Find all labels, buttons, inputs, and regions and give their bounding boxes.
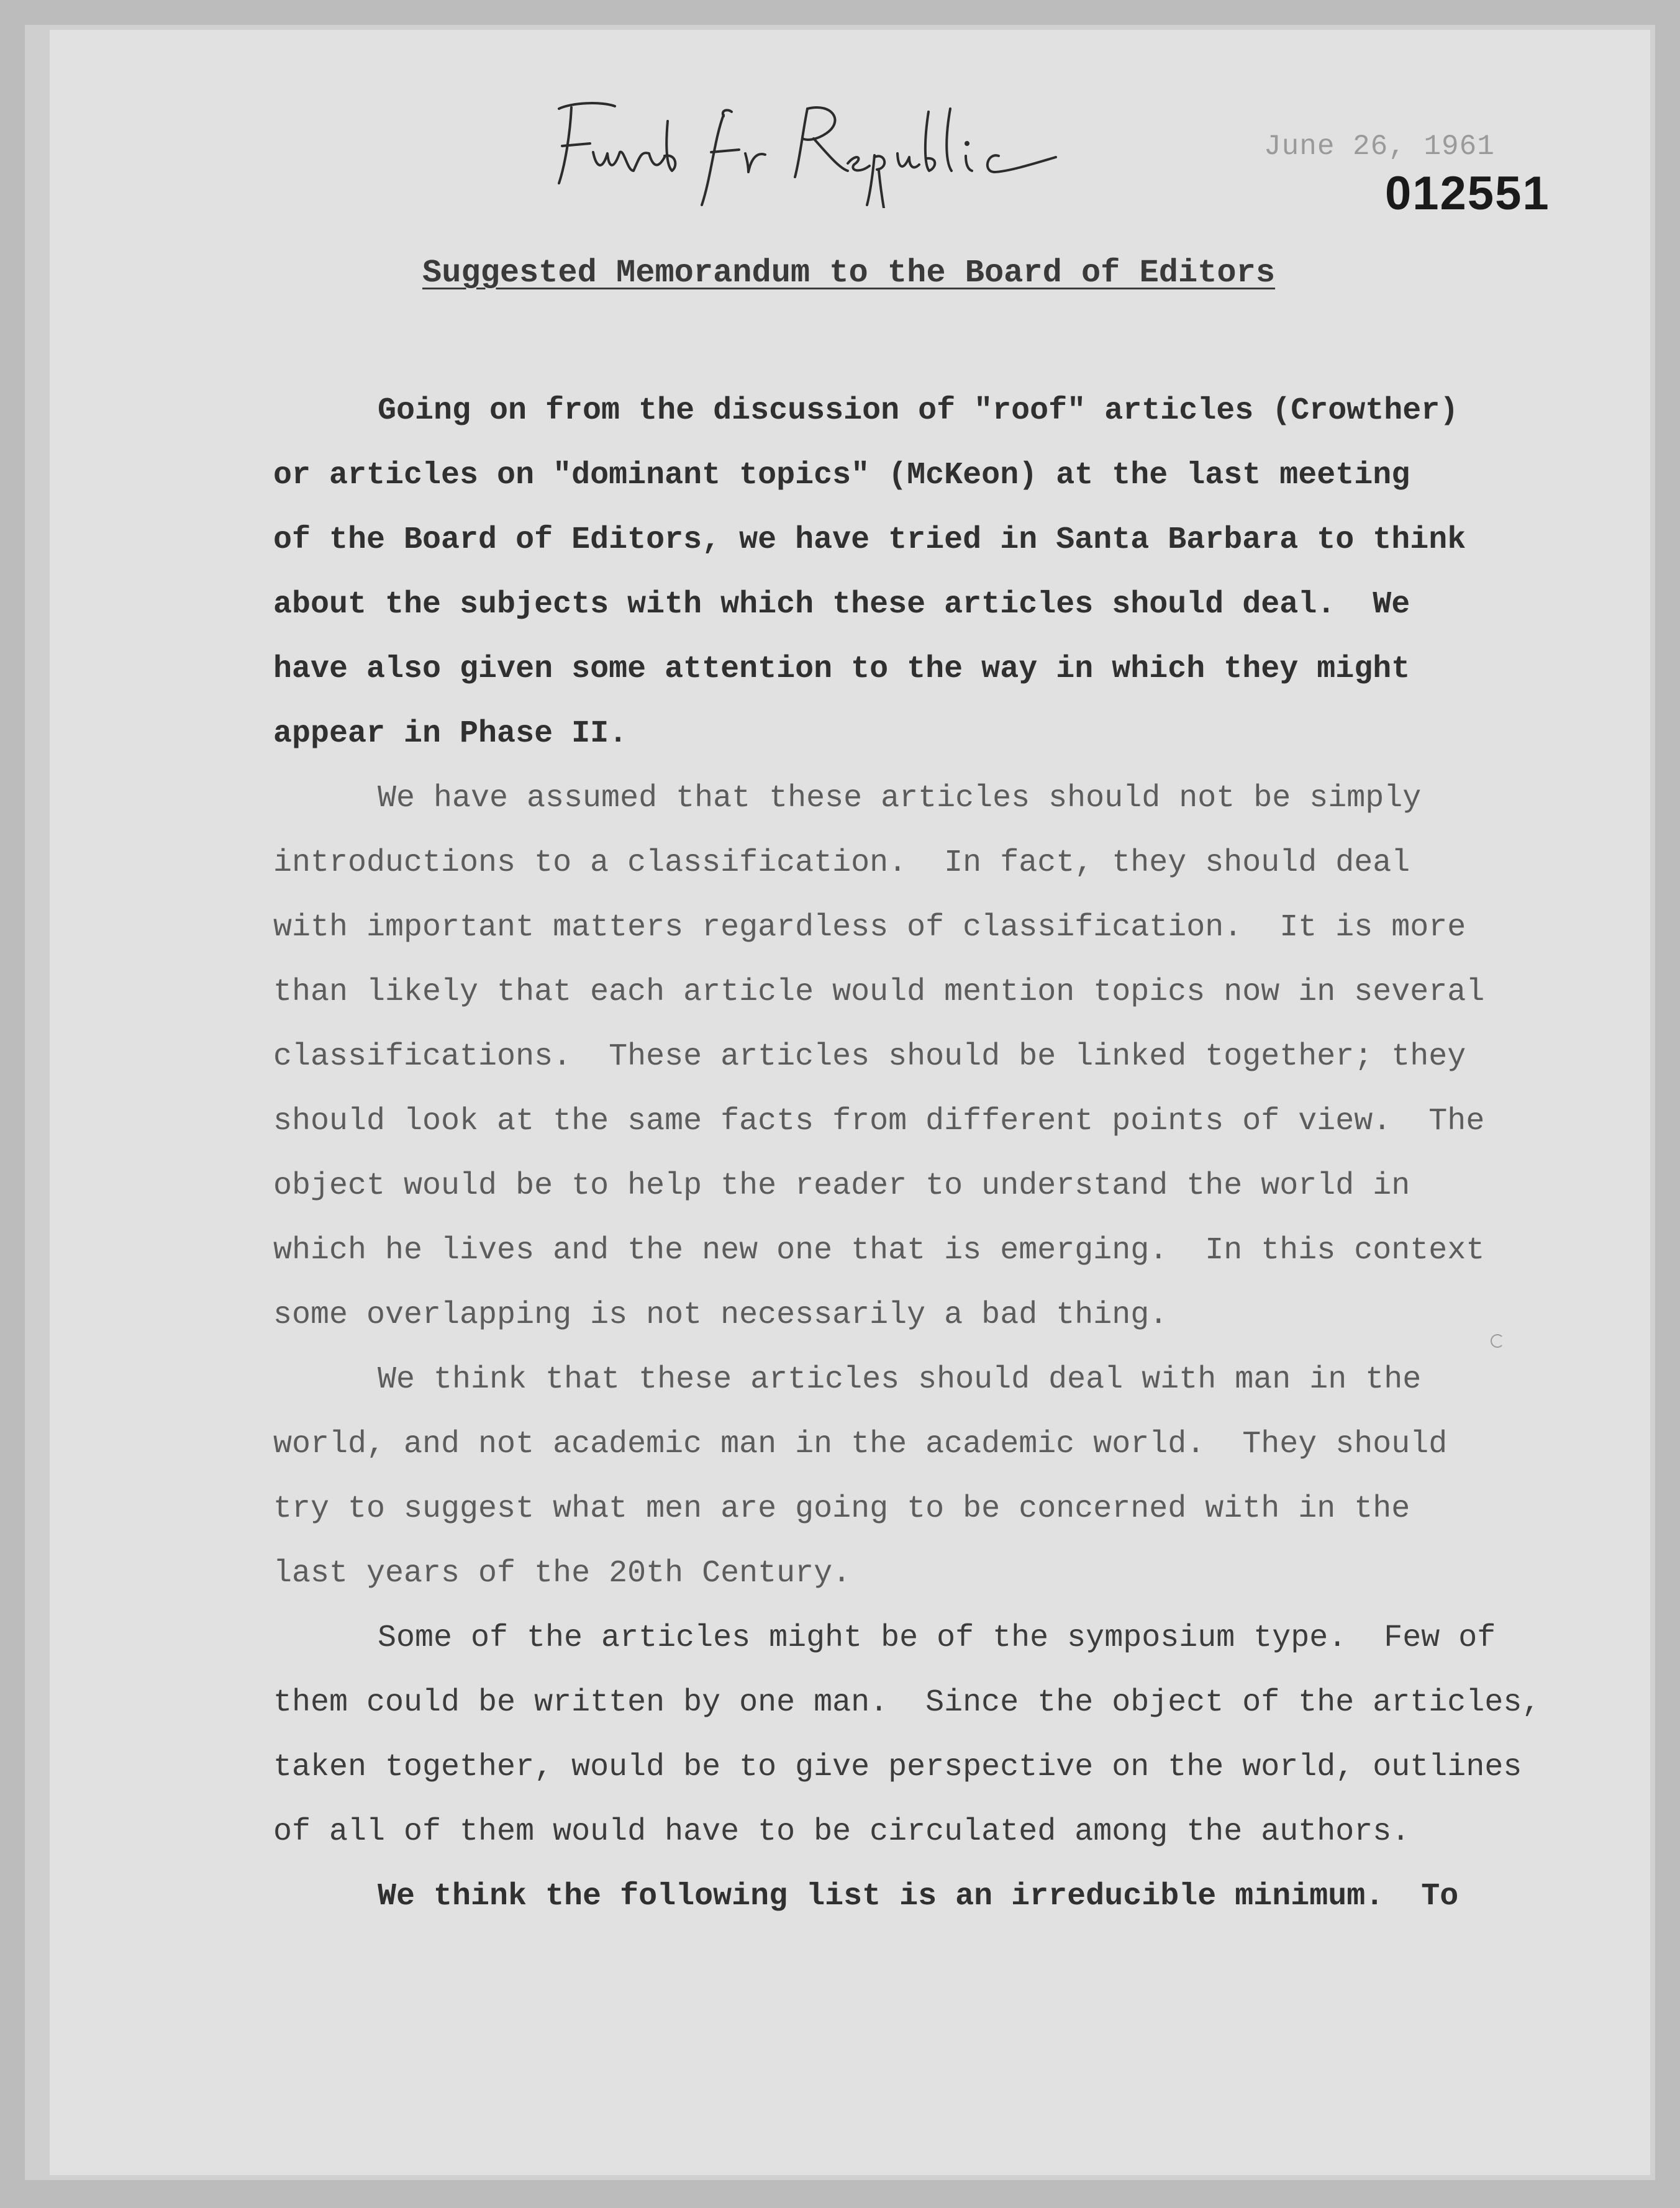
- memo-body: [273, 379, 1627, 1929]
- paper-speck: [1491, 1334, 1504, 1348]
- text-line: object would be to help the reader to understand the world in: [273, 1168, 1410, 1204]
- text-line: Going on from the discussion of "roof" articles (Crowther): [378, 393, 1459, 429]
- paragraph-1: [273, 379, 1627, 766]
- text-line: than likely that each article would mention topics now in several: [273, 975, 1485, 1010]
- paragraph-4: [273, 1606, 1627, 1865]
- paragraph-5: [273, 1865, 1627, 1929]
- text-line: which he lives and the new one that is emerging. In this context: [273, 1233, 1485, 1268]
- memo-title: Suggested Memorandum to the Board of Editors: [422, 255, 1276, 291]
- text-line: Some of the articles might be of the symposium type. Few of: [378, 1620, 1496, 1656]
- text-line: classifications. These articles should be linked together; they: [273, 1039, 1466, 1074]
- text-line: about the subjects with which these articles should deal. We: [273, 587, 1410, 622]
- text-line: last years of the 20th Century.: [273, 1556, 851, 1591]
- text-line: appear in Phase II.: [273, 716, 628, 752]
- document-date: June 26, 1961: [1264, 130, 1495, 163]
- paragraph-3: [273, 1348, 1627, 1606]
- text-line: try to suggest what men are going to be concerned with in the: [273, 1491, 1410, 1527]
- document-page: [25, 25, 1655, 2180]
- text-line: of the Board of Editors, we have tried in Santa Barbara to think: [273, 522, 1466, 558]
- text-line: introductions to a classification. In fact, they should deal: [273, 845, 1410, 881]
- text-line: have also given some attention to the way in which they might: [273, 652, 1410, 687]
- text-line: them could be written by one man. Since the object of the articles,: [273, 1685, 1541, 1720]
- handwritten-annotation: [534, 84, 1068, 208]
- document-number-stamp: 012551: [1385, 167, 1550, 220]
- text-line: some overlapping is not necessarily a bad thing.: [273, 1297, 1168, 1333]
- text-line: world, and not academic man in the academic world. They should: [273, 1427, 1448, 1462]
- text-line: of all of them would have to be circulated among the authors.: [273, 1814, 1410, 1850]
- page-edge: [25, 25, 50, 2180]
- text-line: taken together, would be to give perspective on the world, outlines: [273, 1750, 1522, 1785]
- text-line: We think the following list is an irreducible minimum. To: [378, 1879, 1459, 1914]
- paragraph-2: [273, 766, 1627, 1348]
- text-line: or articles on "dominant topics" (McKeon) at the last meeting: [273, 458, 1410, 493]
- text-line: We have assumed that these articles should not be simply: [378, 781, 1422, 816]
- text-line: We think that these articles should deal with man in the: [378, 1362, 1422, 1397]
- text-line: should look at the same facts from different points of view. The: [273, 1104, 1485, 1139]
- text-line: with important matters regardless of classification. It is more: [273, 910, 1466, 945]
